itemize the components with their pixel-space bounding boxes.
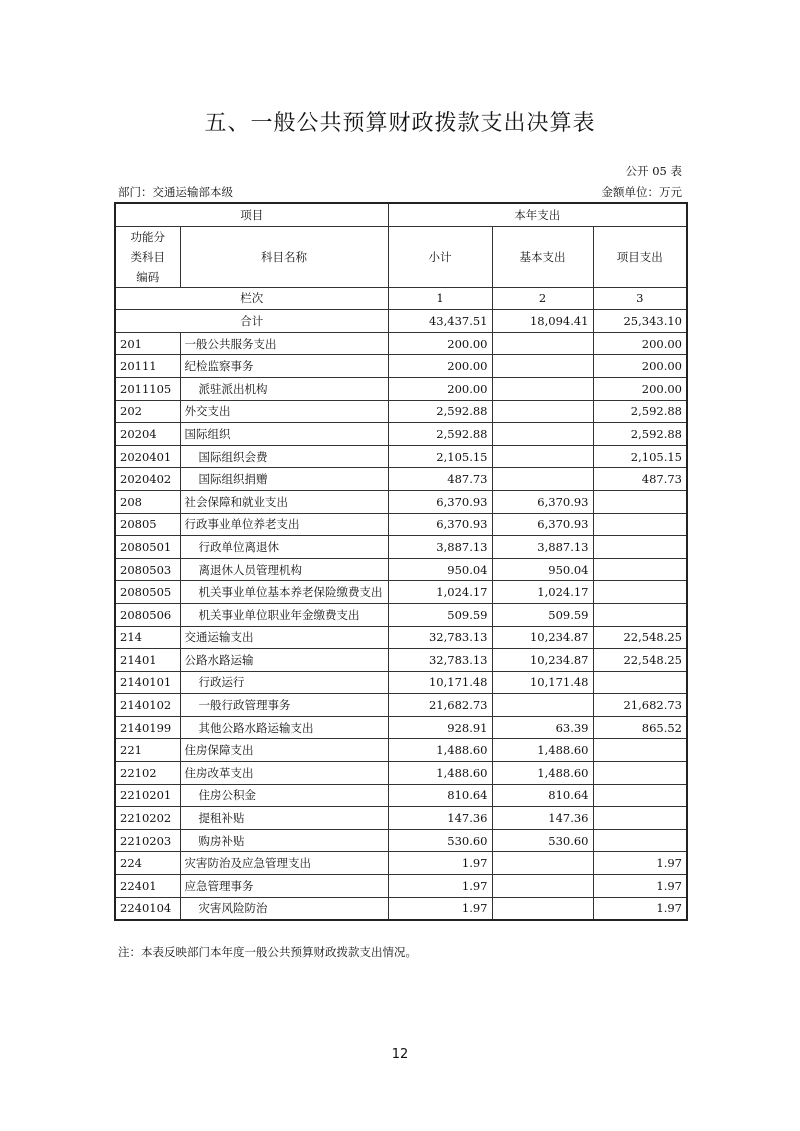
unit-label: 金额单位：万元 bbox=[601, 185, 682, 199]
row-project: 200.00 bbox=[593, 377, 687, 400]
row-subject-name: 纪检监察事务 bbox=[180, 355, 388, 378]
row-subtotal: 530.60 bbox=[388, 829, 492, 852]
table-row bbox=[115, 716, 687, 739]
row-subject-name: 灾害风险防治 bbox=[180, 897, 388, 920]
row-basic: 10,234.87 bbox=[492, 626, 593, 649]
row-basic: 810.64 bbox=[492, 784, 593, 807]
row-code: 208 bbox=[115, 490, 180, 513]
row-subtotal: 810.64 bbox=[388, 784, 492, 807]
row-project: 1.97 bbox=[593, 875, 687, 898]
row-basic: 3,887.13 bbox=[492, 536, 593, 559]
table-row bbox=[115, 536, 687, 559]
row-code: 2210201 bbox=[115, 784, 180, 807]
row-subject-name: 一般行政管理事务 bbox=[180, 694, 388, 717]
row-basic: 1,024.17 bbox=[492, 581, 593, 604]
table-row bbox=[115, 875, 687, 898]
header-column-no: 栏次 bbox=[115, 287, 388, 310]
row-code: 2140101 bbox=[115, 671, 180, 694]
table-row bbox=[115, 807, 687, 830]
header-row-1 bbox=[115, 203, 687, 226]
table-row bbox=[115, 671, 687, 694]
row-subject-name: 购房补贴 bbox=[180, 829, 388, 852]
row-subtotal: 1.97 bbox=[388, 875, 492, 898]
header-subject-name: 科目名称 bbox=[180, 226, 388, 287]
total-label: 合计 bbox=[115, 310, 388, 333]
row-project: 1.97 bbox=[593, 897, 687, 920]
row-project: 865.52 bbox=[593, 716, 687, 739]
total-project: 25,343.10 bbox=[593, 310, 687, 333]
row-code: 20111 bbox=[115, 355, 180, 378]
table-row bbox=[115, 581, 687, 604]
header-col3: 3 bbox=[593, 287, 687, 310]
row-subject-name: 住房保障支出 bbox=[180, 739, 388, 762]
row-project: 21,682.73 bbox=[593, 694, 687, 717]
row-subject-name: 机关事业单位职业年金缴费支出 bbox=[180, 603, 388, 626]
row-code: 224 bbox=[115, 852, 180, 875]
row-subject-name: 国际组织会费 bbox=[180, 445, 388, 468]
row-code: 22401 bbox=[115, 875, 180, 898]
total-basic: 18,094.41 bbox=[492, 310, 593, 333]
header-col2: 2 bbox=[492, 287, 593, 310]
row-basic: 530.60 bbox=[492, 829, 593, 852]
row-project: 1.97 bbox=[593, 852, 687, 875]
table-row bbox=[115, 897, 687, 920]
row-project: 22,548.25 bbox=[593, 626, 687, 649]
row-subtotal: 32,783.13 bbox=[388, 649, 492, 672]
header-project-exp: 项目支出 bbox=[593, 226, 687, 287]
row-subtotal: 2,592.88 bbox=[388, 423, 492, 446]
header-row-2 bbox=[115, 226, 687, 287]
row-code: 2140102 bbox=[115, 694, 180, 717]
row-code: 214 bbox=[115, 626, 180, 649]
row-subtotal: 950.04 bbox=[388, 558, 492, 581]
row-code: 2210202 bbox=[115, 807, 180, 830]
row-code: 21401 bbox=[115, 649, 180, 672]
page-number: 12 bbox=[391, 1047, 409, 1062]
table-row bbox=[115, 626, 687, 649]
row-project bbox=[593, 558, 687, 581]
row-basic: 1,488.60 bbox=[492, 762, 593, 785]
row-subtotal: 147.36 bbox=[388, 807, 492, 830]
row-code: 2140199 bbox=[115, 716, 180, 739]
page-title: 五、一般公共预算财政拨款支出决算表 bbox=[204, 111, 596, 136]
row-basic: 63.39 bbox=[492, 716, 593, 739]
table-row bbox=[115, 332, 687, 355]
row-subtotal: 200.00 bbox=[388, 377, 492, 400]
row-subject-name: 行政单位离退休 bbox=[180, 536, 388, 559]
row-basic bbox=[492, 694, 593, 717]
header-subtotal: 小计 bbox=[388, 226, 492, 287]
footnote: 注：本表反映部门本年度一般公共预算财政拨款支出情况。 bbox=[118, 945, 417, 959]
row-basic: 6,370.93 bbox=[492, 490, 593, 513]
row-basic: 509.59 bbox=[492, 603, 593, 626]
row-code: 2240104 bbox=[115, 897, 180, 920]
row-basic bbox=[492, 468, 593, 491]
row-subtotal: 10,171.48 bbox=[388, 671, 492, 694]
row-code: 2080501 bbox=[115, 536, 180, 559]
row-subtotal: 200.00 bbox=[388, 355, 492, 378]
header-col1: 1 bbox=[388, 287, 492, 310]
row-subject-name: 离退休人员管理机构 bbox=[180, 558, 388, 581]
row-subject-name: 外交支出 bbox=[180, 400, 388, 423]
row-code: 2080503 bbox=[115, 558, 180, 581]
row-project: 22,548.25 bbox=[593, 649, 687, 672]
row-subject-name: 应急管理事务 bbox=[180, 875, 388, 898]
row-project: 2,592.88 bbox=[593, 423, 687, 446]
row-basic bbox=[492, 445, 593, 468]
row-project: 200.00 bbox=[593, 332, 687, 355]
row-code: 2080506 bbox=[115, 603, 180, 626]
table-row bbox=[115, 649, 687, 672]
header-func-code: 功能分 类科目 编码 bbox=[115, 226, 180, 287]
table-row bbox=[115, 603, 687, 626]
row-basic: 10,171.48 bbox=[492, 671, 593, 694]
table-row bbox=[115, 355, 687, 378]
row-subject-name: 一般公共服务支出 bbox=[180, 332, 388, 355]
row-code: 20204 bbox=[115, 423, 180, 446]
row-basic: 1,488.60 bbox=[492, 739, 593, 762]
row-project: 487.73 bbox=[593, 468, 687, 491]
table-row bbox=[115, 694, 687, 717]
row-subtotal: 21,682.73 bbox=[388, 694, 492, 717]
row-subtotal: 1.97 bbox=[388, 852, 492, 875]
row-code: 201 bbox=[115, 332, 180, 355]
row-subject-name: 公路水路运输 bbox=[180, 649, 388, 672]
row-basic bbox=[492, 355, 593, 378]
row-subject-name: 国际组织捐赠 bbox=[180, 468, 388, 491]
row-subtotal: 2,592.88 bbox=[388, 400, 492, 423]
row-subject-name: 其他公路水路运输支出 bbox=[180, 716, 388, 739]
row-project bbox=[593, 490, 687, 513]
row-project bbox=[593, 536, 687, 559]
row-subject-name: 国际组织 bbox=[180, 423, 388, 446]
row-project bbox=[593, 603, 687, 626]
table-row bbox=[115, 400, 687, 423]
row-basic: 950.04 bbox=[492, 558, 593, 581]
department-label: 部门：交通运输部本级 bbox=[118, 185, 233, 199]
table-row bbox=[115, 377, 687, 400]
row-basic bbox=[492, 400, 593, 423]
row-basic bbox=[492, 875, 593, 898]
row-code: 221 bbox=[115, 739, 180, 762]
row-project bbox=[593, 739, 687, 762]
row-subject-name: 派驻派出机构 bbox=[180, 377, 388, 400]
row-subject-name: 机关事业单位基本养老保险缴费支出 bbox=[180, 581, 388, 604]
table-row bbox=[115, 762, 687, 785]
row-code: 20805 bbox=[115, 513, 180, 536]
row-subtotal: 509.59 bbox=[388, 603, 492, 626]
table-row bbox=[115, 784, 687, 807]
table-row bbox=[115, 829, 687, 852]
row-project: 2,105.15 bbox=[593, 445, 687, 468]
row-project: 200.00 bbox=[593, 355, 687, 378]
row-subject-name: 行政事业单位养老支出 bbox=[180, 513, 388, 536]
row-subject-name: 住房改革支出 bbox=[180, 762, 388, 785]
header-basic: 基本支出 bbox=[492, 226, 593, 287]
total-row bbox=[115, 310, 687, 333]
row-subtotal: 1,488.60 bbox=[388, 739, 492, 762]
row-code: 2080505 bbox=[115, 581, 180, 604]
row-project bbox=[593, 513, 687, 536]
header-row-3 bbox=[115, 287, 687, 310]
row-project bbox=[593, 807, 687, 830]
row-subtotal: 1,024.17 bbox=[388, 581, 492, 604]
row-subject-name: 行政运行 bbox=[180, 671, 388, 694]
row-subject-name: 交通运输支出 bbox=[180, 626, 388, 649]
row-subtotal: 32,783.13 bbox=[388, 626, 492, 649]
header-project: 项目 bbox=[115, 203, 388, 226]
row-subtotal: 2,105.15 bbox=[388, 445, 492, 468]
row-basic: 6,370.93 bbox=[492, 513, 593, 536]
row-subtotal: 487.73 bbox=[388, 468, 492, 491]
row-code: 2011105 bbox=[115, 377, 180, 400]
row-code: 22102 bbox=[115, 762, 180, 785]
row-code: 2020401 bbox=[115, 445, 180, 468]
row-project: 2,592.88 bbox=[593, 400, 687, 423]
row-subtotal: 928.91 bbox=[388, 716, 492, 739]
row-subject-name: 社会保障和就业支出 bbox=[180, 490, 388, 513]
row-subtotal: 200.00 bbox=[388, 332, 492, 355]
row-basic: 147.36 bbox=[492, 807, 593, 830]
row-basic bbox=[492, 852, 593, 875]
row-code: 202 bbox=[115, 400, 180, 423]
table-row bbox=[115, 739, 687, 762]
row-project bbox=[593, 581, 687, 604]
row-basic bbox=[492, 423, 593, 446]
table-row bbox=[115, 423, 687, 446]
row-subtotal: 1,488.60 bbox=[388, 762, 492, 785]
table-code: 公开 05 表 bbox=[625, 164, 682, 178]
row-subtotal: 1.97 bbox=[388, 897, 492, 920]
row-code: 2020402 bbox=[115, 468, 180, 491]
table-row bbox=[115, 468, 687, 491]
table-row bbox=[115, 558, 687, 581]
total-subtotal: 43,437.51 bbox=[388, 310, 492, 333]
header-current-year: 本年支出 bbox=[388, 203, 687, 226]
row-basic bbox=[492, 332, 593, 355]
table-row bbox=[115, 852, 687, 875]
table-row bbox=[115, 513, 687, 536]
row-subject-name: 住房公积金 bbox=[180, 784, 388, 807]
table-row bbox=[115, 490, 687, 513]
row-basic bbox=[492, 377, 593, 400]
row-basic: 10,234.87 bbox=[492, 649, 593, 672]
row-project bbox=[593, 829, 687, 852]
row-code: 2210203 bbox=[115, 829, 180, 852]
row-subject-name: 灾害防治及应急管理支出 bbox=[180, 852, 388, 875]
row-project bbox=[593, 762, 687, 785]
expenditure-table bbox=[114, 202, 688, 921]
row-basic bbox=[492, 897, 593, 920]
row-subtotal: 6,370.93 bbox=[388, 490, 492, 513]
row-subtotal: 6,370.93 bbox=[388, 513, 492, 536]
row-project bbox=[593, 671, 687, 694]
table-row bbox=[115, 445, 687, 468]
row-project bbox=[593, 784, 687, 807]
row-subject-name: 提租补贴 bbox=[180, 807, 388, 830]
row-subtotal: 3,887.13 bbox=[388, 536, 492, 559]
